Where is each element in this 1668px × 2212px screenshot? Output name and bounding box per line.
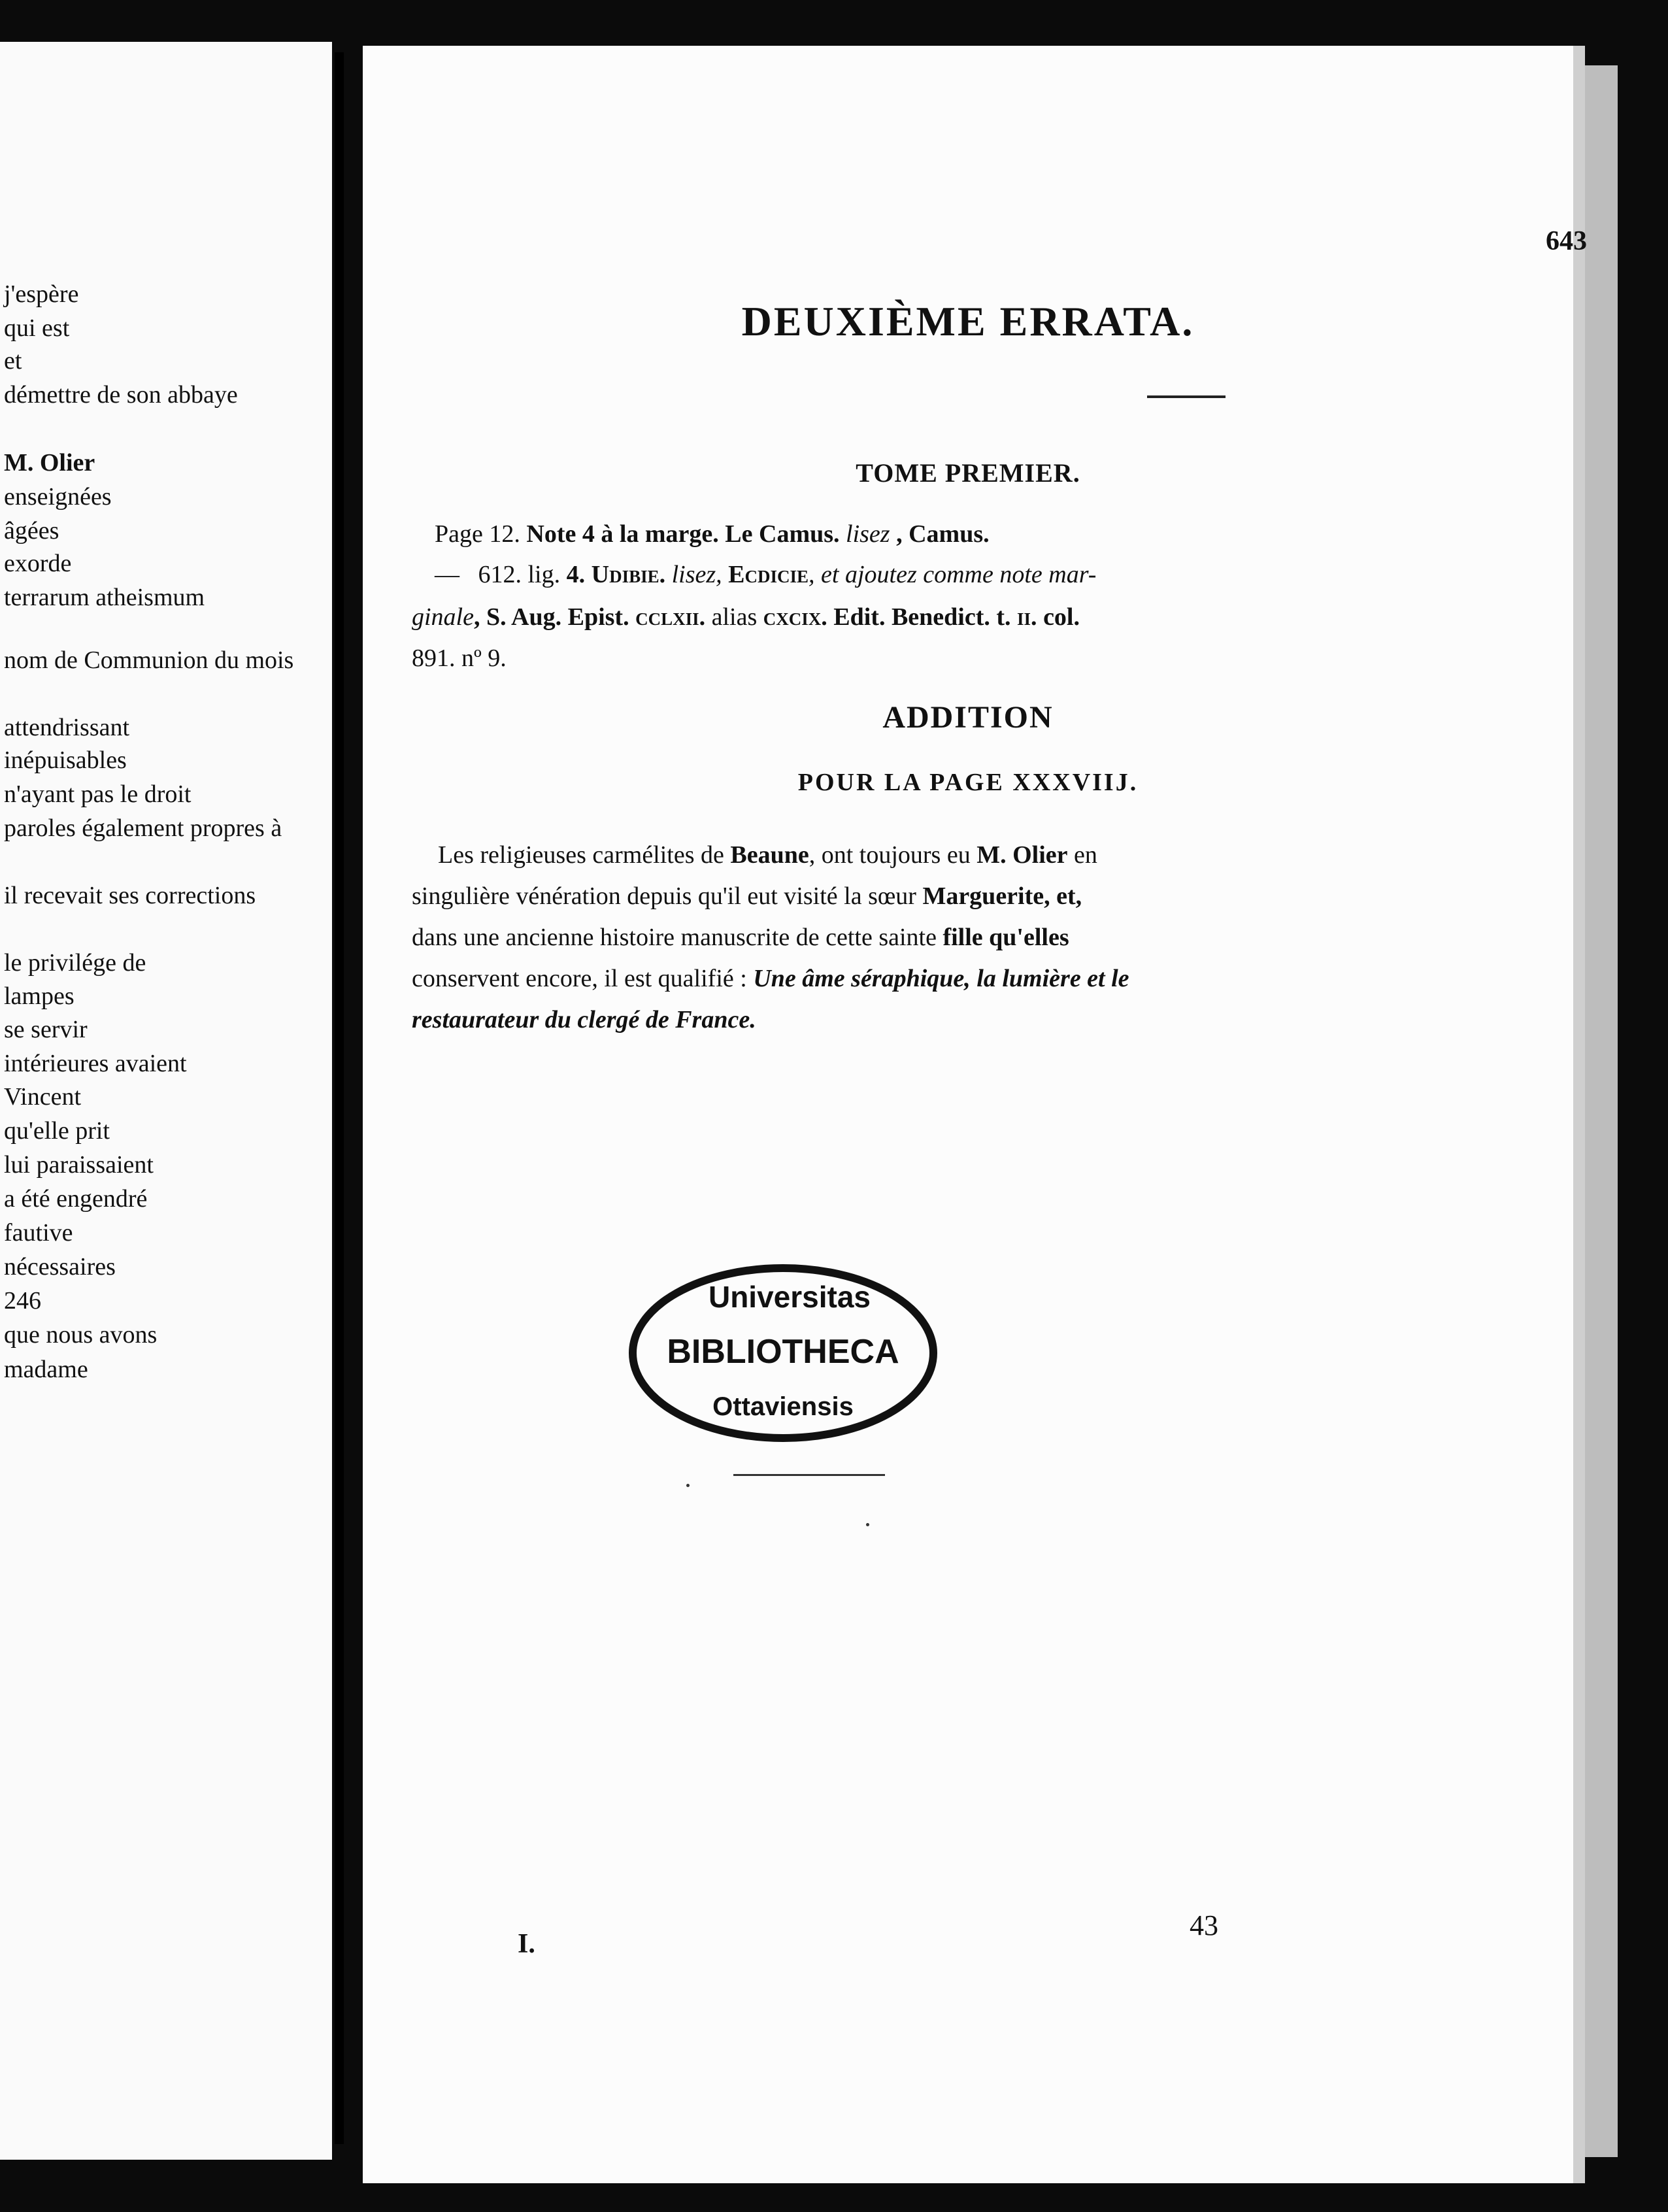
- left-fragment-line: terrarum atheismum: [4, 584, 205, 611]
- paragraph-line-2: singulière vénération depuis qu'il eut visité la sœur Marguerite, et,: [412, 882, 1082, 910]
- addition-subheading: POUR LA PAGE XXXVIIJ.: [797, 769, 1139, 796]
- title-divider: [1147, 395, 1226, 398]
- left-fragment-line: intérieures avaient: [4, 1050, 187, 1077]
- left-fragment-line: se servir: [4, 1016, 88, 1043]
- left-fragment-line: enseignées: [4, 483, 112, 511]
- left-fragment-line: démettre de son abbaye: [4, 381, 238, 409]
- left-fragment-line: qui est: [4, 314, 70, 342]
- left-fragment-line: a été engendré: [4, 1185, 148, 1213]
- addition-heading: ADDITION: [882, 700, 1054, 735]
- stamp-underline: [733, 1474, 885, 1476]
- page-title: DEUXIÈME ERRATA.: [741, 298, 1195, 344]
- page-gutter: [335, 52, 344, 2144]
- left-fragment-line: inépuisables: [4, 746, 127, 774]
- left-fragment-line: j'espère: [4, 280, 79, 308]
- page-edge-shadow: [1585, 65, 1618, 2157]
- signature-mark: I.: [518, 1929, 535, 1959]
- errata-line-1: Page 12. Note 4 à la marge. Le Camus. lisez , Camus.: [435, 520, 990, 548]
- errata-line-3: ginale, S. Aug. Epist. cclxii. alias cxcix. Edit. Benedict. t. ii. col.: [412, 603, 1080, 631]
- speck: [866, 1523, 869, 1526]
- left-fragment-line: le privilége de: [4, 949, 146, 977]
- speck: [686, 1484, 690, 1487]
- page-number: 643: [1546, 226, 1587, 256]
- left-fragment-line: M. Olier: [4, 449, 95, 477]
- left-fragment-line: nom de Communion du mois: [4, 646, 294, 674]
- left-fragment-line: lampes: [4, 982, 75, 1010]
- stamp-top-text: Universitas: [708, 1280, 871, 1314]
- errata-line-4: 891. nº 9.: [412, 645, 507, 672]
- folio-number: 43: [1190, 1909, 1218, 1941]
- library-stamp: [626, 1255, 940, 1451]
- left-fragment-line: et: [4, 347, 22, 375]
- left-fragment-line: exorde: [4, 550, 72, 577]
- left-fragment-line: lui paraissaient: [4, 1151, 154, 1179]
- paragraph-line-5: restaurateur du clergé de France.: [412, 1006, 756, 1033]
- section-heading: TOME PREMIER.: [856, 458, 1080, 488]
- left-fragment-line: qu'elle prit: [4, 1117, 110, 1145]
- left-fragment-line: que nous avons: [4, 1321, 158, 1349]
- left-fragment-line: attendrissant: [4, 714, 130, 741]
- stamp-middle-text: BIBLIOTHECA: [667, 1333, 899, 1371]
- left-fragment-line: Vincent: [4, 1083, 82, 1111]
- errata-line-2: — 612. lig. 4. Udibie. lisez, Ecdicie, et ajoutez comme note mar-: [435, 561, 1097, 588]
- left-fragment-line: il recevait ses corrections: [4, 882, 256, 909]
- left-fragment-line: madame: [4, 1356, 88, 1383]
- left-fragment-line: n'ayant pas le droit: [4, 780, 192, 808]
- paragraph-line-1: Les religieuses carmélites de Beaune, ont toujours eu M. Olier en: [438, 841, 1097, 869]
- paragraph-line-4: conservent encore, il est qualifié : Une âme séraphique, la lumière et le: [412, 965, 1129, 992]
- left-fragment-line: 246: [4, 1287, 41, 1315]
- right-page: [363, 46, 1585, 2183]
- stamp-bottom-text: Ottaviensis: [712, 1392, 854, 1421]
- left-fragment-line: fautive: [4, 1219, 73, 1247]
- left-fragment-line: paroles également propres à: [4, 814, 282, 842]
- left-fragment-line: nécessaires: [4, 1253, 116, 1281]
- paragraph-line-3: dans une ancienne histoire manuscrite de cette sainte fille qu'elles: [412, 924, 1069, 951]
- left-fragment-line: âgées: [4, 517, 59, 545]
- left-page-fragment: [0, 42, 332, 2160]
